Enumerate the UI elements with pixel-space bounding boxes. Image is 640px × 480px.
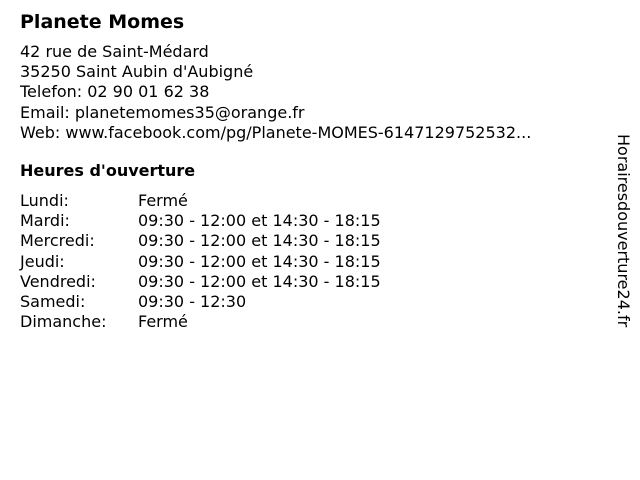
day-label: Samedi: <box>20 292 86 312</box>
day-label: Mercredi: <box>20 231 95 251</box>
day-label: Vendredi: <box>20 271 96 291</box>
hours-row-thursday <box>20 252 600 272</box>
day-label: Mardi: <box>20 211 70 231</box>
address-city: 35250 Saint Aubin d'Aubigné <box>20 62 254 82</box>
email-line[interactable]: Email: planetemomes35@orange.fr <box>20 102 305 122</box>
hours-row-wednesday <box>20 231 600 251</box>
hours-value: Fermé <box>138 191 188 211</box>
address-street: 42 rue de Saint-Médard <box>20 42 209 61</box>
phone-line[interactable]: Telefon: 02 90 01 62 38 <box>20 82 210 102</box>
day-label: Lundi: <box>20 191 69 211</box>
hours-row-friday <box>20 272 600 292</box>
hours-row-sunday <box>20 312 600 332</box>
business-name: Planete Momes <box>20 11 185 33</box>
day-label: Jeudi: <box>20 251 65 271</box>
site-brand-vertical[interactable]: Horairesdouverture24.fr <box>614 134 633 328</box>
hours-value: 09:30 - 12:00 et 14:30 - 18:15 <box>138 251 381 271</box>
hours-value: 09:30 - 12:00 et 14:30 - 18:15 <box>138 231 381 251</box>
website-line[interactable]: Web: www.facebook.com/pg/Planete-MOMES-6147129752532... <box>20 122 532 142</box>
hours-value: 09:30 - 12:00 et 14:30 - 18:15 <box>138 271 381 291</box>
opening-hours-heading: Heures d'ouverture <box>20 161 196 181</box>
opening-hours-table <box>20 191 600 332</box>
hours-row-tuesday <box>20 211 600 231</box>
hours-value: 09:30 - 12:00 et 14:30 - 18:15 <box>138 211 381 231</box>
hours-row-saturday <box>20 292 600 312</box>
hours-row-monday <box>20 191 600 211</box>
hours-value: Fermé <box>138 312 188 332</box>
hours-value: 09:30 - 12:30 <box>138 292 247 312</box>
day-label: Dimanche: <box>20 312 107 332</box>
business-card <box>20 10 600 332</box>
business-address <box>20 42 600 143</box>
